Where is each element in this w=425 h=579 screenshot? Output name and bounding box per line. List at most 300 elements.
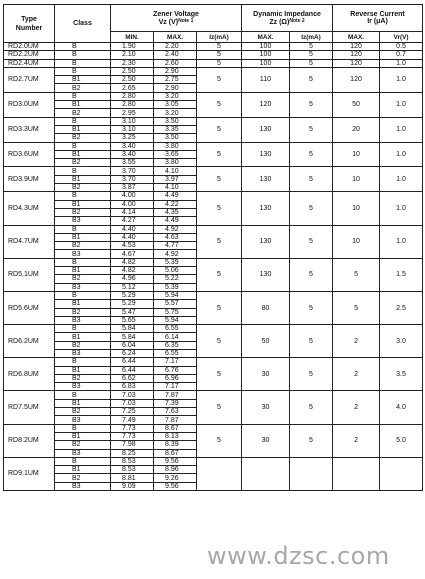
zz-max-cell: 130 bbox=[242, 225, 290, 258]
vz-max-cell: 7.39 bbox=[154, 399, 197, 407]
vz-min-cell: 9.09 bbox=[111, 482, 154, 490]
vz-min-cell: 4.27 bbox=[111, 217, 154, 225]
iz-cell: 5 bbox=[197, 291, 242, 324]
vz-max-cell: 3.20 bbox=[154, 92, 197, 100]
vz-min-cell: 2.30 bbox=[111, 59, 154, 67]
iz-cell: 5 bbox=[197, 117, 242, 142]
iz-cell: 5 bbox=[197, 51, 242, 59]
class-cell: B1 bbox=[55, 150, 111, 158]
vz-min-cell: 2.10 bbox=[111, 51, 154, 59]
vz-max-cell: 8.39 bbox=[154, 441, 197, 449]
type-number-cell: RD6.2UM bbox=[4, 325, 55, 358]
class-cell: B2 bbox=[55, 159, 111, 167]
vz-min-cell: 6.62 bbox=[111, 374, 154, 382]
vz-max-cell: 7.87 bbox=[154, 391, 197, 399]
table-row bbox=[4, 92, 423, 100]
type-number-cell: RD2.2UM bbox=[4, 51, 55, 59]
zener-voltage-symbol: Vz (V) bbox=[158, 18, 179, 26]
vr-cell: 1.5 bbox=[380, 258, 423, 291]
vr-cell: 1.0 bbox=[380, 225, 423, 258]
class-cell: B bbox=[55, 167, 111, 175]
vr-cell: 1.0 bbox=[380, 167, 423, 192]
zz-iz-cell: 5 bbox=[290, 59, 333, 67]
vz-max-cell: 5.06 bbox=[154, 267, 197, 275]
class-cell: B1 bbox=[55, 300, 111, 308]
vz-max-cell: 9.56 bbox=[154, 457, 197, 465]
vz-max-cell: 3.65 bbox=[154, 150, 197, 158]
vz-min-cell: 6.04 bbox=[111, 341, 154, 349]
zz-iz-cell: 5 bbox=[290, 51, 333, 59]
class-cell: B bbox=[55, 192, 111, 200]
watermark: www.dzsc.com bbox=[207, 542, 390, 570]
header-dynamic-impedance bbox=[242, 5, 333, 32]
type-number-cell: RD3.0UM bbox=[4, 92, 55, 117]
vz-min-cell: 5.84 bbox=[111, 325, 154, 333]
iz-cell: 5 bbox=[197, 391, 242, 424]
zz-iz-cell: 5 bbox=[290, 225, 333, 258]
table-row bbox=[4, 325, 423, 333]
vz-max-cell: 4.49 bbox=[154, 217, 197, 225]
vr-cell: 5.0 bbox=[380, 424, 423, 457]
vz-min-cell: 2.95 bbox=[111, 109, 154, 117]
class-cell: B1 bbox=[55, 125, 111, 133]
vr-cell: 4.0 bbox=[380, 391, 423, 424]
type-number-cell: RD3.3UM bbox=[4, 117, 55, 142]
vz-max-cell: 7.17 bbox=[154, 383, 197, 391]
vz-min-cell: 7.98 bbox=[111, 441, 154, 449]
type-number-cell: RD5.6UM bbox=[4, 291, 55, 324]
zz-iz-cell: 5 bbox=[290, 117, 333, 142]
ir-max-cell: 2 bbox=[333, 325, 380, 358]
table-row bbox=[4, 43, 423, 51]
spec-table bbox=[3, 4, 423, 491]
vz-max-cell: 5.39 bbox=[154, 283, 197, 291]
class-cell: B2 bbox=[55, 308, 111, 316]
class-cell: B1 bbox=[55, 101, 111, 109]
vz-min-cell: 7.73 bbox=[111, 424, 154, 432]
vz-max-cell: 9.56 bbox=[154, 482, 197, 490]
class-cell: B bbox=[55, 424, 111, 432]
class-cell: B3 bbox=[55, 283, 111, 291]
vr-cell: 0.7 bbox=[380, 51, 423, 59]
header-iz: Iz(mA) bbox=[197, 32, 242, 43]
vz-min-cell: 7.49 bbox=[111, 416, 154, 424]
vz-min-cell: 8.81 bbox=[111, 474, 154, 482]
zener-voltage-title: Zener Voltage bbox=[153, 10, 199, 18]
class-cell: B2 bbox=[55, 84, 111, 92]
zz-max-cell: 130 bbox=[242, 142, 290, 167]
vz-max-cell: 3.05 bbox=[154, 101, 197, 109]
vz-max-cell: 6.55 bbox=[154, 349, 197, 357]
vz-max-cell: 4.49 bbox=[154, 192, 197, 200]
vz-min-cell: 2.80 bbox=[111, 101, 154, 109]
vz-min-cell: 5.12 bbox=[111, 283, 154, 291]
zz-max-cell: 100 bbox=[242, 43, 290, 51]
zener-note: Note 1 bbox=[178, 17, 194, 24]
class-cell: B2 bbox=[55, 134, 111, 142]
zz-iz-cell: 5 bbox=[290, 391, 333, 424]
class-cell: B bbox=[55, 51, 111, 59]
vz-max-cell: 3.80 bbox=[154, 159, 197, 167]
vr-cell: 1.0 bbox=[380, 142, 423, 167]
vz-min-cell: 2.80 bbox=[111, 92, 154, 100]
iz-cell: 5 bbox=[197, 358, 242, 391]
class-cell: B3 bbox=[55, 449, 111, 457]
vz-max-cell: 6.76 bbox=[154, 366, 197, 374]
iz-cell: 5 bbox=[197, 225, 242, 258]
ir-max-cell: 2 bbox=[333, 391, 380, 424]
dynamic-impedance-symbol: Zz (Ω) bbox=[269, 18, 290, 26]
class-cell: B1 bbox=[55, 333, 111, 341]
table-row bbox=[4, 117, 423, 125]
vz-max-cell: 5.39 bbox=[154, 258, 197, 266]
vz-min-cell: 3.10 bbox=[111, 117, 154, 125]
vz-max-cell: 5.94 bbox=[154, 316, 197, 324]
zz-iz-cell: 5 bbox=[290, 358, 333, 391]
reverse-current-symbol: Ir (μA) bbox=[367, 18, 388, 25]
class-cell: B bbox=[55, 142, 111, 150]
header-rev-max: MAX. bbox=[333, 32, 380, 43]
class-cell: B2 bbox=[55, 275, 111, 283]
zz-iz-cell: 5 bbox=[290, 67, 333, 92]
type-number-cell: RD4.3UM bbox=[4, 192, 55, 225]
vz-min-cell: 4.40 bbox=[111, 225, 154, 233]
type-number-cell: RD8.2UM bbox=[4, 424, 55, 457]
vz-max-cell: 3.20 bbox=[154, 109, 197, 117]
vz-max-cell: 4.63 bbox=[154, 233, 197, 241]
iz-cell: 5 bbox=[197, 258, 242, 291]
vr-cell: 2.5 bbox=[380, 291, 423, 324]
vz-max-cell: 3.97 bbox=[154, 175, 197, 183]
vz-max-cell: 6.55 bbox=[154, 325, 197, 333]
type-number-cell: RD3.9UM bbox=[4, 167, 55, 192]
ir-max-cell: 120 bbox=[333, 67, 380, 92]
ir-max-cell: 120 bbox=[333, 43, 380, 51]
type-number-cell: RD2.7UM bbox=[4, 67, 55, 92]
vz-min-cell: 3.55 bbox=[111, 159, 154, 167]
zz-iz-cell: 5 bbox=[290, 142, 333, 167]
table-row bbox=[4, 51, 423, 59]
class-cell: B2 bbox=[55, 208, 111, 216]
class-cell: B1 bbox=[55, 175, 111, 183]
zz-max-cell: 30 bbox=[242, 358, 290, 391]
class-cell: B1 bbox=[55, 432, 111, 440]
vz-max-cell: 8.96 bbox=[154, 466, 197, 474]
vz-max-cell: 8.67 bbox=[154, 424, 197, 432]
vz-min-cell: 3.70 bbox=[111, 175, 154, 183]
table-row bbox=[4, 59, 423, 67]
zz-iz-cell: 5 bbox=[290, 424, 333, 457]
class-cell: B bbox=[55, 59, 111, 67]
class-cell: B1 bbox=[55, 366, 111, 374]
zz-max-cell: 130 bbox=[242, 192, 290, 225]
type-number-cell: RD3.6UM bbox=[4, 142, 55, 167]
zz-iz-cell: 5 bbox=[290, 258, 333, 291]
ir-max-cell: 10 bbox=[333, 225, 380, 258]
class-cell: B2 bbox=[55, 474, 111, 482]
ir-max-cell bbox=[333, 457, 380, 490]
class-cell: B bbox=[55, 92, 111, 100]
zz-max-cell: 50 bbox=[242, 325, 290, 358]
class-cell: B2 bbox=[55, 441, 111, 449]
class-cell: B1 bbox=[55, 267, 111, 275]
header-min: MIN. bbox=[111, 32, 154, 43]
zz-max-cell: 130 bbox=[242, 117, 290, 142]
class-cell: B1 bbox=[55, 466, 111, 474]
zz-iz-cell: 5 bbox=[290, 92, 333, 117]
vz-min-cell: 4.96 bbox=[111, 275, 154, 283]
ir-max-cell: 20 bbox=[333, 117, 380, 142]
type-number-cell: RD5.1UM bbox=[4, 258, 55, 291]
vz-min-cell: 5.47 bbox=[111, 308, 154, 316]
iz-cell: 5 bbox=[197, 67, 242, 92]
table-row bbox=[4, 391, 423, 399]
ir-max-cell: 5 bbox=[333, 291, 380, 324]
zener-diode-spec-table bbox=[3, 4, 422, 575]
vz-max-cell: 2.90 bbox=[154, 84, 197, 92]
vz-max-cell: 2.75 bbox=[154, 76, 197, 84]
vz-min-cell: 6.83 bbox=[111, 383, 154, 391]
vz-max-cell: 5.94 bbox=[154, 291, 197, 299]
class-cell: B2 bbox=[55, 408, 111, 416]
zz-iz-cell: 5 bbox=[290, 325, 333, 358]
header-dyn-iz: Iz(mA) bbox=[290, 32, 333, 43]
vz-max-cell: 4.22 bbox=[154, 200, 197, 208]
ir-max-cell: 10 bbox=[333, 192, 380, 225]
class-cell: B2 bbox=[55, 109, 111, 117]
class-cell: B bbox=[55, 67, 111, 75]
vz-max-cell: 2.90 bbox=[154, 67, 197, 75]
vz-max-cell: 5.22 bbox=[154, 275, 197, 283]
vz-min-cell: 4.53 bbox=[111, 242, 154, 250]
zz-max-cell: 130 bbox=[242, 167, 290, 192]
class-cell: B bbox=[55, 43, 111, 51]
table-row bbox=[4, 358, 423, 366]
zz-max-cell: 120 bbox=[242, 92, 290, 117]
class-cell: B2 bbox=[55, 184, 111, 192]
class-cell: B bbox=[55, 258, 111, 266]
class-cell: B3 bbox=[55, 482, 111, 490]
ir-max-cell: 10 bbox=[333, 142, 380, 167]
vr-cell: 1.0 bbox=[380, 59, 423, 67]
ir-max-cell: 2 bbox=[333, 358, 380, 391]
vz-min-cell: 7.03 bbox=[111, 391, 154, 399]
vr-cell: 1.0 bbox=[380, 92, 423, 117]
dynamic-note: Note 2 bbox=[289, 17, 305, 24]
table-row bbox=[4, 192, 423, 200]
class-cell: B3 bbox=[55, 383, 111, 391]
vr-cell: 1.0 bbox=[380, 117, 423, 142]
class-cell: B bbox=[55, 225, 111, 233]
table-row bbox=[4, 258, 423, 266]
vz-min-cell: 3.25 bbox=[111, 134, 154, 142]
iz-cell: 5 bbox=[197, 424, 242, 457]
header-reverse-current bbox=[333, 5, 423, 32]
zz-iz-cell: 5 bbox=[290, 291, 333, 324]
ir-max-cell: 2 bbox=[333, 424, 380, 457]
vr-cell: 1.0 bbox=[380, 67, 423, 92]
vz-min-cell: 7.03 bbox=[111, 399, 154, 407]
header-type-number: Type Number bbox=[4, 5, 55, 43]
vz-min-cell: 8.25 bbox=[111, 449, 154, 457]
type-number-cell: RD2.0UM bbox=[4, 43, 55, 51]
zz-max-cell: 30 bbox=[242, 391, 290, 424]
vz-min-cell: 5.29 bbox=[111, 300, 154, 308]
table-row bbox=[4, 167, 423, 175]
vz-max-cell: 6.35 bbox=[154, 341, 197, 349]
vz-min-cell: 7.73 bbox=[111, 432, 154, 440]
table-row bbox=[4, 225, 423, 233]
vz-min-cell: 3.40 bbox=[111, 142, 154, 150]
vz-min-cell: 5.65 bbox=[111, 316, 154, 324]
vz-max-cell: 3.50 bbox=[154, 117, 197, 125]
vz-min-cell: 4.14 bbox=[111, 208, 154, 216]
class-cell: B2 bbox=[55, 242, 111, 250]
vz-max-cell: 4.77 bbox=[154, 242, 197, 250]
dynamic-impedance-title: Dynamic Impedance bbox=[253, 10, 321, 18]
vz-max-cell: 9.26 bbox=[154, 474, 197, 482]
vz-max-cell: 8.67 bbox=[154, 449, 197, 457]
vz-min-cell: 8.53 bbox=[111, 466, 154, 474]
class-cell: B bbox=[55, 457, 111, 465]
vz-max-cell: 5.57 bbox=[154, 300, 197, 308]
type-number-cell: RD2.4UM bbox=[4, 59, 55, 67]
vz-max-cell: 6.14 bbox=[154, 333, 197, 341]
class-cell: B bbox=[55, 358, 111, 366]
zz-max-cell: 110 bbox=[242, 67, 290, 92]
vz-max-cell: 6.96 bbox=[154, 374, 197, 382]
vz-max-cell: 7.63 bbox=[154, 408, 197, 416]
class-cell: B2 bbox=[55, 374, 111, 382]
vz-max-cell: 4.10 bbox=[154, 167, 197, 175]
vz-max-cell: 4.10 bbox=[154, 184, 197, 192]
vz-max-cell: 4.92 bbox=[154, 225, 197, 233]
vz-min-cell: 3.40 bbox=[111, 150, 154, 158]
zz-iz-cell bbox=[290, 457, 333, 490]
class-cell: B2 bbox=[55, 341, 111, 349]
table-row bbox=[4, 457, 423, 465]
type-number-cell: RD7.5UM bbox=[4, 391, 55, 424]
vz-min-cell: 2.65 bbox=[111, 84, 154, 92]
table-row bbox=[4, 424, 423, 432]
vz-max-cell: 4.35 bbox=[154, 208, 197, 216]
vz-max-cell: 4.92 bbox=[154, 250, 197, 258]
class-cell: B3 bbox=[55, 250, 111, 258]
header-zener-voltage bbox=[111, 5, 242, 32]
zz-max-cell: 80 bbox=[242, 291, 290, 324]
type-number-cell: RD4.7UM bbox=[4, 225, 55, 258]
iz-cell: 5 bbox=[197, 325, 242, 358]
vz-max-cell: 7.87 bbox=[154, 416, 197, 424]
vz-max-cell: 2.20 bbox=[154, 43, 197, 51]
vz-min-cell: 5.29 bbox=[111, 291, 154, 299]
vz-max-cell: 5.75 bbox=[154, 308, 197, 316]
table-row bbox=[4, 142, 423, 150]
ir-max-cell: 5 bbox=[333, 258, 380, 291]
class-cell: B1 bbox=[55, 233, 111, 241]
vr-cell bbox=[380, 457, 423, 490]
zz-iz-cell: 5 bbox=[290, 167, 333, 192]
zz-max-cell bbox=[242, 457, 290, 490]
zz-max-cell: 100 bbox=[242, 51, 290, 59]
vr-cell: 0.5 bbox=[380, 43, 423, 51]
vz-min-cell: 4.67 bbox=[111, 250, 154, 258]
class-cell: B3 bbox=[55, 349, 111, 357]
vz-min-cell: 2.50 bbox=[111, 76, 154, 84]
vz-max-cell: 7.17 bbox=[154, 358, 197, 366]
vz-max-cell: 3.50 bbox=[154, 134, 197, 142]
class-cell: B1 bbox=[55, 399, 111, 407]
class-cell: B bbox=[55, 117, 111, 125]
vz-min-cell: 4.40 bbox=[111, 233, 154, 241]
zz-max-cell: 130 bbox=[242, 258, 290, 291]
vz-min-cell: 4.82 bbox=[111, 267, 154, 275]
iz-cell: 5 bbox=[197, 142, 242, 167]
iz-cell: 5 bbox=[197, 43, 242, 51]
type-number-cell: RD9.1UM bbox=[4, 457, 55, 490]
class-cell: B3 bbox=[55, 316, 111, 324]
ir-max-cell: 10 bbox=[333, 167, 380, 192]
iz-cell: 5 bbox=[197, 92, 242, 117]
vz-min-cell: 3.87 bbox=[111, 184, 154, 192]
class-cell: B1 bbox=[55, 200, 111, 208]
class-cell: B1 bbox=[55, 76, 111, 84]
header-vr: Vr(V) bbox=[380, 32, 423, 43]
vz-max-cell: 3.80 bbox=[154, 142, 197, 150]
iz-cell bbox=[197, 457, 242, 490]
class-cell: B bbox=[55, 391, 111, 399]
vz-min-cell: 1.90 bbox=[111, 43, 154, 51]
vr-cell: 3.5 bbox=[380, 358, 423, 391]
vz-min-cell: 4.82 bbox=[111, 258, 154, 266]
vz-min-cell: 4.00 bbox=[111, 192, 154, 200]
vz-min-cell: 6.24 bbox=[111, 349, 154, 357]
zz-max-cell: 30 bbox=[242, 424, 290, 457]
table-row bbox=[4, 291, 423, 299]
ir-max-cell: 120 bbox=[333, 51, 380, 59]
vz-min-cell: 2.50 bbox=[111, 67, 154, 75]
zz-iz-cell: 5 bbox=[290, 192, 333, 225]
vz-max-cell: 2.60 bbox=[154, 59, 197, 67]
type-number-cell: RD6.8UM bbox=[4, 358, 55, 391]
zz-iz-cell: 5 bbox=[290, 43, 333, 51]
vz-min-cell: 6.44 bbox=[111, 358, 154, 366]
vz-min-cell: 3.70 bbox=[111, 167, 154, 175]
ir-max-cell: 120 bbox=[333, 59, 380, 67]
vz-max-cell: 2.40 bbox=[154, 51, 197, 59]
iz-cell: 5 bbox=[197, 59, 242, 67]
zz-max-cell: 100 bbox=[242, 59, 290, 67]
table-row bbox=[4, 67, 423, 75]
class-cell: B bbox=[55, 325, 111, 333]
vz-min-cell: 6.44 bbox=[111, 366, 154, 374]
header-dyn-max: MAX. bbox=[242, 32, 290, 43]
spec-table-body bbox=[4, 43, 423, 491]
header-class: Class bbox=[55, 5, 111, 43]
ir-max-cell: 50 bbox=[333, 92, 380, 117]
class-cell: B bbox=[55, 291, 111, 299]
header-max: MAX. bbox=[154, 32, 197, 43]
vz-max-cell: 3.35 bbox=[154, 125, 197, 133]
reverse-current-title: Reverse Current bbox=[350, 11, 405, 18]
class-cell: B3 bbox=[55, 416, 111, 424]
iz-cell: 5 bbox=[197, 192, 242, 225]
vz-min-cell: 7.25 bbox=[111, 408, 154, 416]
vz-min-cell: 4.00 bbox=[111, 200, 154, 208]
vz-min-cell: 5.84 bbox=[111, 333, 154, 341]
class-cell: B3 bbox=[55, 217, 111, 225]
vz-max-cell: 8.13 bbox=[154, 432, 197, 440]
